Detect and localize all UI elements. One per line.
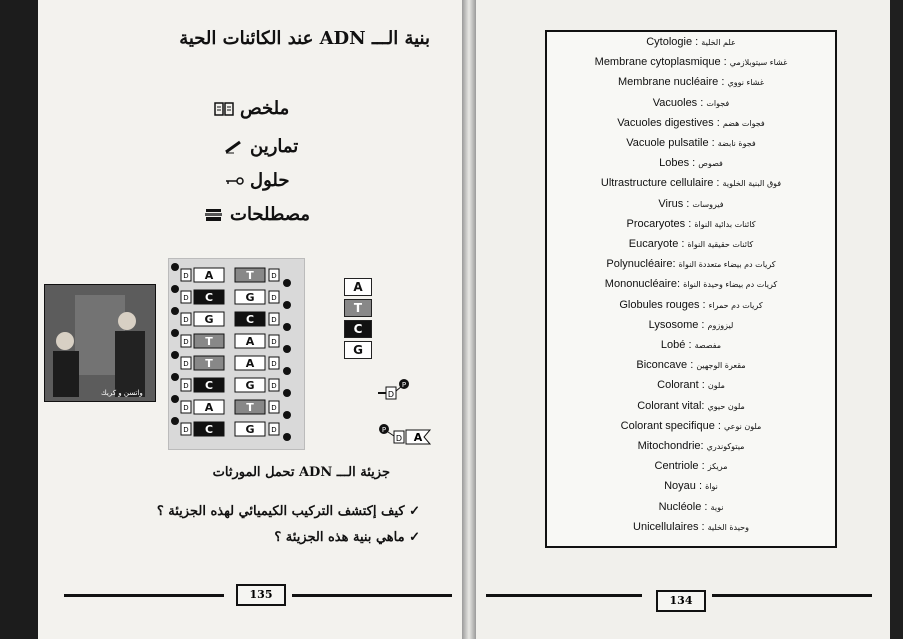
- glossary-term-ar: كائنات بدائية النواة: [694, 219, 756, 229]
- phosphate-node: [171, 417, 179, 425]
- glossary-term-ar: علم الخلية: [701, 38, 736, 47]
- glossary-term-fr: Eucaryote :: [628, 238, 685, 250]
- sugar-label: D: [183, 404, 189, 412]
- sugar-label: D: [271, 382, 277, 390]
- glossary-entry: [547, 521, 835, 533]
- phosphate-node: [283, 323, 291, 331]
- glossary-term-ar: كريات دم بيضاء متعددة النواة: [678, 260, 776, 270]
- sugar-label: D: [183, 316, 189, 324]
- menu-item-label: ملخص: [240, 98, 290, 119]
- question-item: ✓ كيف إكتشف التركيب الكيميائي لهذه الجزيئة ؟: [156, 504, 420, 519]
- footer-rule-right-2: [712, 594, 872, 597]
- sugar-label: D: [271, 404, 277, 412]
- glossary-term-ar: نواة: [705, 482, 718, 492]
- glossary-entry: [547, 501, 835, 513]
- glossary-term-ar: مقعرة الوجهين: [696, 361, 746, 371]
- glossary-entry: [547, 319, 835, 331]
- phosphate-node: [283, 301, 291, 309]
- menu-item-glossary[interactable]: [204, 204, 310, 225]
- sugar-label: D: [271, 426, 277, 434]
- glossary-term-fr: Mitochondrie:: [637, 440, 704, 452]
- glossary-term-fr: Vacuoles digestives :: [617, 116, 720, 129]
- sugar-label: D: [271, 360, 277, 368]
- sugar-label: D: [183, 426, 189, 434]
- dna-base-right-label: T: [246, 401, 254, 414]
- menu-item-solutions[interactable]: [224, 170, 289, 191]
- glossary-entry: [547, 480, 835, 492]
- glossary-entry: [547, 460, 835, 472]
- nucleotide-diagram: [378, 422, 438, 448]
- phosphate-node: [283, 345, 291, 353]
- glossary-entry: [547, 400, 835, 412]
- glossary-term-ar: ملون: [707, 381, 725, 391]
- page-number-right: 134: [656, 590, 706, 612]
- glossary-box: [545, 30, 837, 548]
- glossary-term-fr: Lobé :: [660, 339, 692, 351]
- figure-caption: [150, 465, 390, 480]
- glossary-term-ar: ميتوكوندري: [706, 442, 745, 451]
- glossary-entry: [547, 117, 835, 129]
- page-number-left: 135: [236, 584, 286, 606]
- caption-text: جزيئة الـــ ADN تحمل المورثات: [212, 465, 390, 480]
- book-icon: [214, 101, 234, 117]
- dna-base-right-label: A: [245, 357, 255, 370]
- base-legend-item: A: [344, 278, 372, 296]
- base-legend: [344, 278, 374, 362]
- glossary-term-ar: ليزوزوم: [707, 320, 734, 330]
- sugar-label: D: [183, 338, 189, 346]
- sugar-label: D: [271, 294, 277, 302]
- glossary-term-fr: Vacuole pulsatile :: [626, 137, 715, 149]
- glossary-entry: [547, 56, 835, 68]
- sugar-label: D: [271, 316, 277, 324]
- glossary-entry: [547, 238, 835, 250]
- phosphate-node: [283, 389, 291, 397]
- base-legend-item: G: [344, 341, 372, 359]
- photo-figures: [45, 285, 155, 401]
- sugar-label: D: [183, 382, 189, 390]
- glossary-term-ar: كريات دم حمراء: [708, 300, 763, 310]
- glossary-term-ar: وحيدة الخلية: [707, 522, 749, 532]
- glossary-term-fr: Membrane cytoplasmique :: [594, 56, 727, 69]
- glossary-entry: [547, 299, 835, 311]
- glossary-term-ar: فصوص: [698, 159, 723, 169]
- phosphate-label: P: [381, 426, 387, 434]
- glossary-term-ar: كريات دم بيضاء وحيدة النواة: [683, 280, 778, 290]
- phosphate-sugar-diagram: [378, 378, 414, 404]
- phosphate-node: [171, 307, 179, 315]
- phosphate-node: [171, 285, 179, 293]
- glossary-term-fr: Lysosome :: [648, 318, 705, 331]
- background-edge-right: [890, 0, 903, 639]
- dna-base-left-label: G: [204, 313, 214, 326]
- base-label: A: [413, 431, 423, 444]
- phosphate-label: P: [401, 381, 407, 389]
- glossary-term-fr: Globules rouges :: [619, 298, 706, 311]
- glossary-term-fr: Vacuoles :: [652, 96, 704, 109]
- glossary-term-fr: Cytologie :: [646, 36, 699, 48]
- glossary-term-ar: فجوات: [706, 98, 730, 108]
- sugar-label: D: [183, 272, 189, 280]
- glossary-term-ar: فجوات هضم: [722, 118, 765, 128]
- menu-item-summary[interactable]: [214, 98, 289, 119]
- phosphate-node: [171, 351, 179, 359]
- glossary-term-ar: غشاء سيتوبلازمي: [729, 58, 788, 68]
- page-title: بنية الـــ ADN عند الكائنات الحية: [179, 28, 430, 49]
- watson-crick-photo: [44, 284, 156, 402]
- footer-rule-right: [486, 594, 642, 597]
- dna-base-right-label: G: [245, 291, 255, 304]
- phosphate-node: [171, 263, 179, 271]
- photo-caption: واتسن و كريك: [101, 389, 143, 397]
- question-text: كيف إكتشف التركيب الكيميائي لهذه الجزيئة ؟: [156, 504, 405, 519]
- phosphate-node: [283, 433, 291, 441]
- glossary-term-fr: Lobes :: [659, 157, 696, 170]
- books-stack-icon: [204, 207, 224, 223]
- dna-base-left-label: C: [204, 379, 214, 392]
- sugar-label: D: [387, 390, 395, 399]
- glossary-entry: [547, 177, 835, 189]
- glossary-term-fr: Unicellulaires :: [633, 520, 705, 533]
- glossary-term-fr: Biconcave :: [636, 359, 694, 372]
- glossary-term-ar: ملون حيوي: [707, 401, 745, 411]
- glossary-term-ar: ملون نوعي: [724, 421, 762, 431]
- dna-base-right-label: C: [245, 313, 255, 326]
- question-item: ✓ ماهي بنية هذه الجزيئة ؟: [274, 530, 420, 545]
- dna-base-left-label: A: [204, 401, 214, 414]
- dna-base-left-label: T: [205, 335, 213, 348]
- glossary-term-ar: نوية: [710, 502, 724, 512]
- menu-item-exercises[interactable]: [224, 136, 298, 157]
- dna-ladder-diagram: [168, 258, 305, 450]
- phosphate-node: [283, 367, 291, 375]
- dna-base-right-label: G: [245, 379, 255, 392]
- footer-rule-left-2: [292, 594, 452, 597]
- sugar-label: D: [271, 338, 277, 346]
- sugar-label: D: [183, 294, 189, 302]
- glossary-term-fr: Procaryotes :: [626, 217, 692, 230]
- dna-base-right-label: G: [245, 423, 255, 436]
- glossary-term-ar: فيروسات: [692, 199, 724, 209]
- glossary-entry: [547, 440, 835, 452]
- glossary-term-fr: Polynucléaire:: [606, 258, 676, 271]
- menu-item-label: تمارين: [250, 136, 299, 157]
- glossary-term-fr: Colorant vital:: [637, 399, 705, 412]
- glossary-term-fr: Membrane nucléaire :: [618, 76, 725, 89]
- glossary-entry: [547, 258, 835, 270]
- dna-base-right-label: T: [246, 269, 254, 282]
- book-gutter: [462, 0, 476, 639]
- base-legend-item: C: [344, 320, 372, 338]
- background-edge-left: [0, 0, 38, 639]
- phosphate-node: [283, 279, 291, 287]
- phosphate-node: [171, 373, 179, 381]
- glossary-term-fr: Colorant specifique :: [620, 419, 721, 432]
- key-icon: [224, 173, 244, 189]
- question-text: ماهي بنية هذه الجزيئة ؟: [274, 530, 405, 545]
- glossary-term-ar: فجوة نابضة: [717, 139, 756, 148]
- dna-ladder-svg: [169, 259, 304, 449]
- glossary-term-fr: Mononucléaire:: [604, 278, 681, 291]
- dna-base-left-label: A: [204, 269, 214, 282]
- glossary-entry: [547, 137, 835, 149]
- glossary-term-fr: Centriole :: [654, 460, 705, 473]
- dna-base-left-label: T: [205, 357, 213, 370]
- phosphate-node: [171, 395, 179, 403]
- glossary-term-fr: Noyau :: [664, 480, 703, 493]
- dna-base-left-label: C: [204, 291, 214, 304]
- glossary-term-fr: Colorant :: [657, 379, 705, 392]
- glossary-entry: [547, 339, 835, 351]
- glossary-entry: [547, 157, 835, 169]
- glossary-entry: [547, 198, 835, 210]
- glossary-term-ar: مفصصة: [694, 341, 722, 350]
- phosphate-node: [171, 329, 179, 337]
- base-legend-item: T: [344, 299, 372, 317]
- glossary-term-ar: فوق البنية الخلوية: [722, 179, 782, 189]
- glossary-entry: [547, 420, 835, 432]
- menu-item-label: مصطلحات: [230, 204, 311, 225]
- pencil-icon: [224, 139, 244, 155]
- sugar-label: D: [183, 360, 189, 368]
- glossary-entry: [547, 97, 835, 109]
- glossary-term-fr: Nucléole :: [658, 500, 708, 513]
- glossary-entry: [547, 379, 835, 391]
- dna-base-left-label: C: [204, 423, 214, 436]
- glossary-term-ar: كائنات حقيقية النواة: [687, 240, 754, 249]
- glossary-entry: [547, 218, 835, 230]
- glossary-term-fr: Ultrastructure cellulaire :: [600, 177, 720, 190]
- glossary-term-fr: Virus :: [658, 197, 690, 210]
- glossary-entry: [547, 359, 835, 371]
- sugar-label: D: [271, 272, 277, 280]
- menu-item-label: حلول: [250, 170, 290, 191]
- glossary-term-ar: مريكز: [707, 462, 728, 472]
- sugar-label: D: [395, 434, 403, 443]
- glossary-term-ar: غشاء نووي: [727, 78, 764, 88]
- glossary-entry: [547, 76, 835, 88]
- phosphate-node: [283, 411, 291, 419]
- dna-base-right-label: A: [245, 335, 255, 348]
- footer-rule-left: [64, 594, 224, 597]
- glossary-entry: [547, 278, 835, 290]
- glossary-entry: [547, 36, 835, 48]
